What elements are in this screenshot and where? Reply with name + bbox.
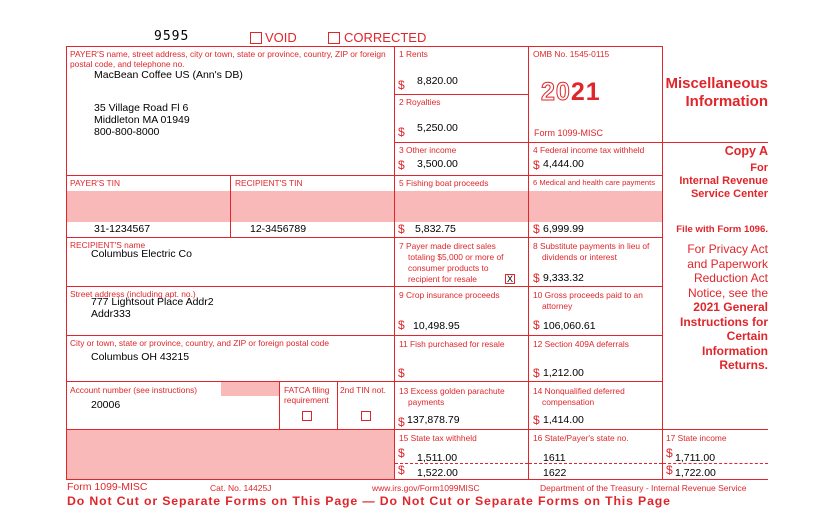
form-code: 9595	[154, 29, 190, 44]
recipient-name: Columbus Electric Co	[91, 248, 192, 260]
recipient-name-label: RECIPIENT'S name	[70, 240, 146, 250]
tax-year-prefix: 20	[541, 78, 571, 106]
street-line2: Addr333	[91, 308, 131, 320]
copy-privacy-3: Reduction Act	[693, 271, 768, 285]
box17-value-1: 1,711.00	[675, 452, 716, 464]
box11-label: 11 Fish purchased for resale	[399, 339, 505, 349]
box7-mark: X	[507, 274, 514, 284]
fatca-label-1: FATCA filing	[284, 385, 330, 395]
box12-value: 1,212.00	[543, 367, 584, 379]
box2-dollar: $	[398, 125, 405, 139]
second-tin-checkbox[interactable]	[361, 411, 371, 421]
box7-label-4: recipient for resale	[408, 274, 477, 284]
void-label: VOID	[265, 30, 297, 45]
box12-label: 12 Section 409A deferrals	[533, 339, 629, 349]
hl-mid-2	[394, 142, 662, 143]
box10-value: 106,060.61	[543, 320, 596, 332]
title-line2: Information	[685, 93, 768, 110]
box1-value: 8,820.00	[417, 75, 458, 87]
payer-city: Middleton MA 01949	[94, 114, 190, 126]
box1-label: 1 Rents	[399, 49, 428, 59]
box15-dollar-2: $	[398, 463, 405, 477]
footer-form-text: Form 1099-MISC	[67, 481, 148, 493]
copy-title: Copy A	[724, 144, 768, 158]
box10-dollar: $	[533, 318, 540, 332]
box15-label: 15 State tax withheld	[399, 433, 477, 443]
frame-top	[66, 46, 662, 47]
box7-label-2: totaling $5,000 or more of	[408, 252, 504, 262]
footer-url: www.irs.gov/Form1099MISC	[372, 483, 480, 493]
box4-label: 4 Federal income tax withheld	[533, 145, 645, 155]
payer-tin-value: 31-1234567	[94, 223, 151, 235]
copy-privacy-4: Notice, see the	[687, 285, 768, 300]
box14-dollar: $	[533, 413, 540, 427]
payer-name: MacBean Coffee US (Ann's DB)	[94, 69, 243, 81]
box7-label-1: 7 Payer made direct sales	[399, 241, 496, 251]
box17-dollar-1: $	[666, 446, 673, 460]
footer-form	[67, 481, 148, 493]
box17-dollar-2: $	[666, 463, 673, 477]
fatca-divider	[279, 381, 280, 429]
copy-file-with: File with Form 1096.	[676, 224, 768, 235]
box3-label: 3 Other income	[399, 145, 457, 155]
footer-cat: Cat. No. 14425J	[210, 483, 272, 493]
box16-label: 16 State/Payer's state no.	[533, 433, 629, 443]
hl-mid-4	[394, 237, 662, 238]
city-value: Columbus OH 43215	[91, 351, 190, 363]
second-tin-label: 2nd TIN not.	[340, 385, 386, 395]
box8-label-1: 8 Substitute payments in lieu of	[533, 241, 650, 251]
box6-value: 6,999.99	[543, 223, 584, 235]
box16-divider	[529, 463, 662, 464]
form-name-small: Form 1099-MISC	[534, 128, 604, 138]
box4-value: 4,444.00	[543, 158, 584, 170]
box13-label-2: payments	[408, 397, 445, 407]
corrected-label: CORRECTED	[344, 30, 427, 45]
box13-value: 137,878.79	[407, 414, 460, 426]
title-line1: Miscellaneous	[665, 75, 768, 92]
city-label: City or town, state or province, country, and ZIP or foreign postal code	[70, 338, 329, 348]
copy-privacy-8: Information	[702, 343, 768, 358]
box3-value: 3,500.00	[417, 158, 458, 170]
street-line1: 777 Lightsout Place Addr2	[91, 296, 214, 308]
payer-phone: 800-800-8000	[94, 126, 160, 138]
payer-label: PAYER'S name, street address, city or town, state or province, country, ZIP or foreign postal code, and telephone no.	[70, 49, 386, 69]
box10-label-2: attorney	[542, 301, 573, 311]
hl-mid-3	[394, 175, 662, 176]
copy-irs-1: Internal Revenue	[679, 175, 768, 187]
box2-value: 5,250.00	[417, 122, 458, 134]
hl-left-3	[66, 286, 394, 287]
copy-privacy-5: 2021 General	[693, 300, 768, 314]
account-shade	[221, 382, 279, 396]
box15-divider	[395, 463, 528, 464]
box5-dollar: $	[398, 222, 405, 236]
corrected-checkbox[interactable]	[328, 32, 340, 44]
copy-for: For	[750, 162, 768, 174]
state-top-right	[662, 429, 768, 430]
box12-dollar: $	[533, 366, 540, 380]
box5-shade	[395, 191, 528, 222]
hl-mid-8	[394, 429, 662, 430]
box5-value: 5,832.75	[415, 223, 456, 235]
state-left-shade	[67, 430, 394, 479]
hl-left-4	[66, 335, 394, 336]
tin-divider-over	[230, 191, 231, 222]
footer-warning: Do Not Cut or Separate Forms on This Page — Do Not Cut or Separate Forms on This Page	[67, 494, 671, 508]
copy-privacy-7: Certain	[726, 329, 768, 343]
recipient-tin-value: 12-3456789	[250, 223, 307, 235]
box13-dollar: $	[398, 415, 405, 429]
hl-mid-5	[394, 286, 662, 287]
box13-label-1: 13 Excess golden parachute	[399, 386, 505, 396]
recipient-tin-label: RECIPIENT'S TIN	[235, 178, 303, 188]
fatca-label-2: requirement	[284, 395, 329, 405]
box1-dollar: $	[398, 78, 405, 92]
box17-value-2: 1,722.00	[675, 467, 716, 479]
street-label: Street address (including apt. no.)	[70, 289, 196, 299]
box14-label-2: compensation	[542, 397, 595, 407]
account-label: Account number (see instructions)	[70, 385, 198, 395]
box2-label: 2 Royalties	[399, 97, 441, 107]
payer-street: 35 Village Road Fl 6	[94, 102, 189, 114]
box15-value-2: 1,522.00	[417, 467, 458, 479]
box16-value-1: 1611	[543, 452, 566, 464]
payer-tin-label: PAYER'S TIN	[70, 178, 120, 188]
box9-label: 9 Crop insurance proceeds	[399, 290, 500, 300]
box9-value: 10,498.95	[413, 320, 460, 332]
box11-dollar: $	[398, 366, 405, 380]
footer-dept: Department of the Treasury - Internal Revenue Service	[540, 483, 747, 493]
box3-dollar: $	[398, 158, 405, 172]
box16-value-2: 1622	[543, 467, 567, 479]
box10-label-1: 10 Gross proceeds paid to an	[533, 290, 643, 300]
void-checkbox[interactable]	[250, 32, 262, 44]
box14-value: 1,414.00	[543, 414, 584, 426]
copy-privacy-6: Instructions for	[679, 314, 768, 329]
account-value: 20006	[91, 399, 121, 411]
copy-privacy-2: and Paperwork	[687, 256, 768, 271]
frame-left	[66, 46, 67, 480]
box17-label: 17 State income	[666, 433, 727, 443]
copy-top	[662, 142, 768, 143]
box6-dollar: $	[533, 222, 540, 236]
box14-label-1: 14 Nonqualified deferred	[533, 386, 625, 396]
copy-privacy-9: Returns.	[719, 358, 768, 372]
box8-label-2: dividends or interest	[542, 252, 617, 262]
box8-dollar: $	[533, 271, 540, 285]
box17-divider	[663, 463, 768, 464]
tin2-divider	[337, 381, 338, 429]
box5-label: 5 Fishing boat proceeds	[399, 178, 489, 188]
omb-number: OMB No. 1545-0115	[533, 49, 610, 59]
hl-mid-7	[394, 381, 662, 382]
box4-dollar: $	[533, 158, 540, 172]
box7-label-3: consumer products to	[408, 263, 489, 273]
tax-year-suffix: 21	[570, 78, 601, 106]
hl-mid-1	[394, 94, 528, 95]
box6-shade	[529, 191, 662, 222]
box8-value: 9,333.32	[543, 272, 584, 284]
box15-dollar-1: $	[398, 446, 405, 460]
box9-dollar: $	[398, 318, 405, 332]
copy-irs-2: Service Center	[690, 188, 768, 200]
fatca-checkbox[interactable]	[302, 411, 312, 421]
copy-privacy-1: For Privacy Act	[687, 242, 768, 256]
col-divider-b	[528, 46, 529, 480]
hl-mid-6	[394, 335, 662, 336]
box15-value-1: 1,511.00	[417, 452, 458, 464]
box6-label: 6 Medical and health care payments	[533, 178, 655, 187]
col-divider-a	[394, 46, 395, 480]
tax-year	[541, 78, 601, 106]
hl-left-2	[66, 237, 394, 238]
